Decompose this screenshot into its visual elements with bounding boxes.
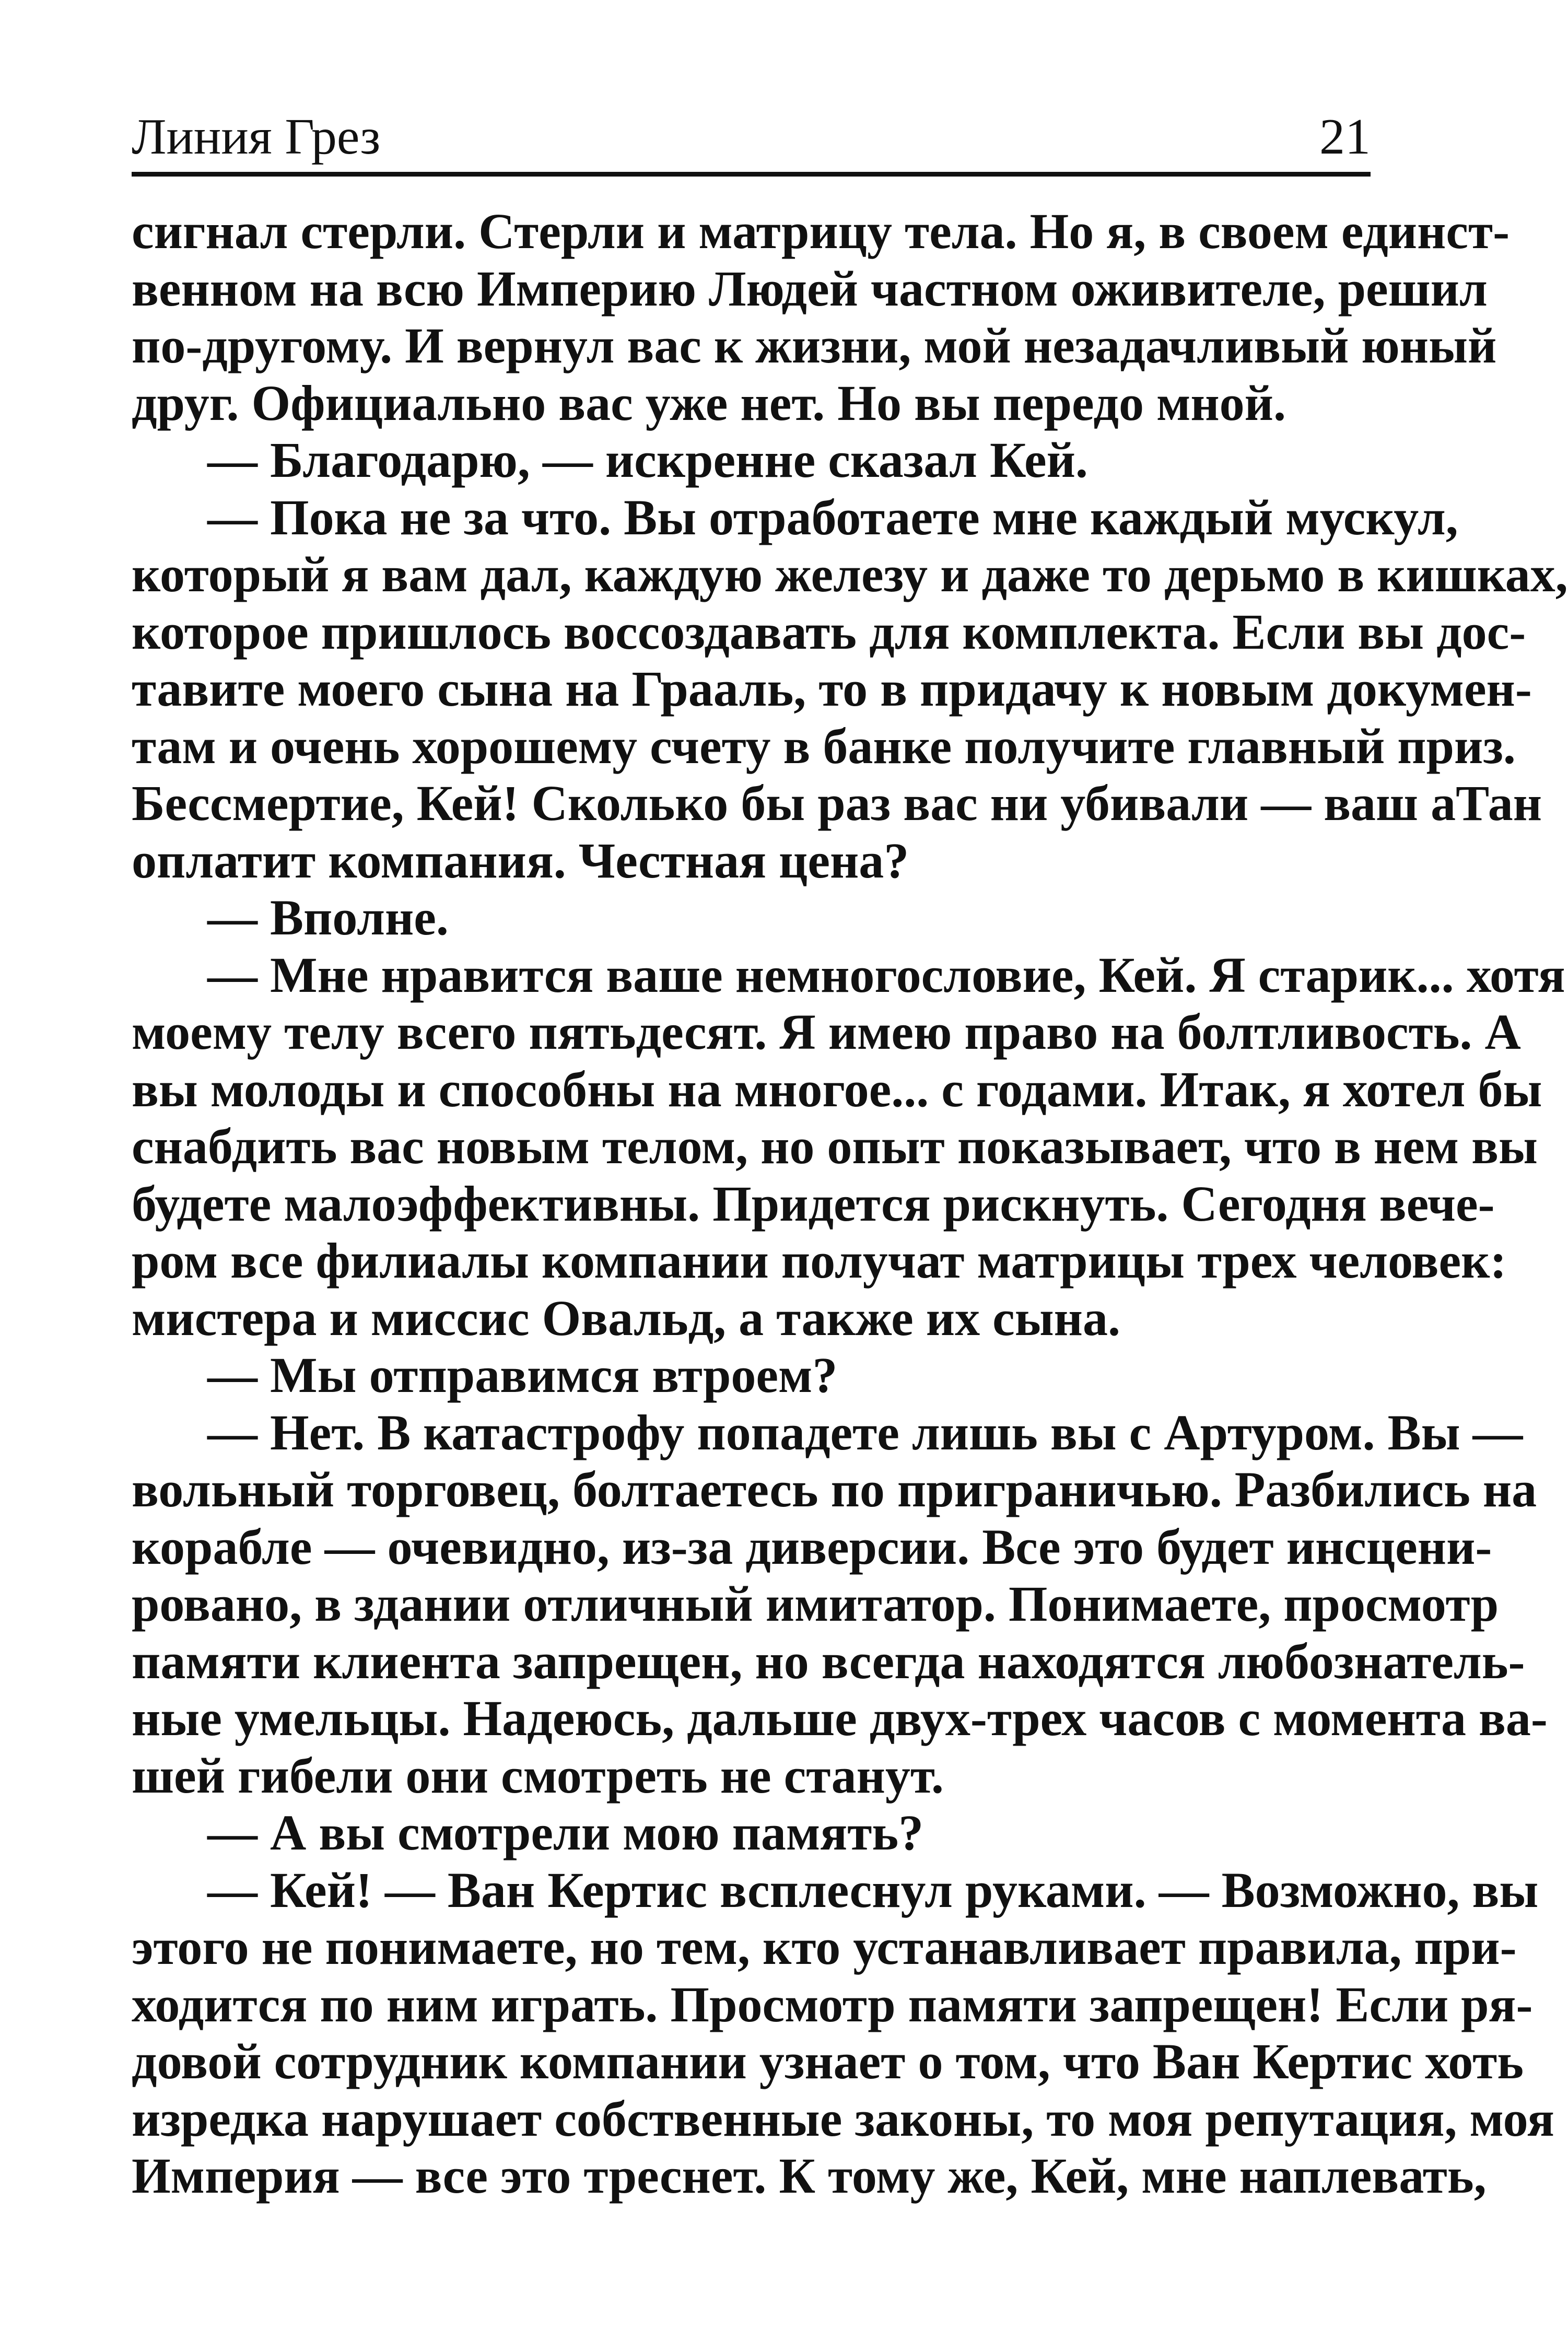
running-title: Линия Грез [132, 109, 381, 165]
text-line: по-другому. И вернул вас к жизни, мой незадачливый юный [132, 318, 1497, 373]
text-line: — Благодарю, — искренне сказал Кей. [207, 432, 1088, 488]
text-line: вы молоды и способны на многое... с годами. Итак, я хотел бы [132, 1061, 1542, 1117]
text-line: — Пока не за что. Вы отработаете мне каждый мускул, [207, 489, 1458, 545]
text-line: памяти клиента запрещен, но всегда находятся любознатель- [132, 1633, 1525, 1689]
text-line: шей гибели они смотреть не станут. [132, 1747, 944, 1804]
text-line: изредка нарушает собственные законы, то моя репутация, моя [132, 2090, 1554, 2147]
text-line: ровано, в здании отличный имитатор. Понимаете, просмотр [132, 1576, 1499, 1632]
text-line: довой сотрудник компании узнает о том, что Ван Кертис хоть [132, 2033, 1524, 2089]
text-line: которое пришлось воссоздавать для комплекта. Если вы дос- [132, 603, 1526, 660]
text-line: — Нет. В катастрофу попадете лишь вы с Артуром. Вы — [207, 1404, 1523, 1460]
text-line: тавите моего сына на Грааль, то в придачу к новым докумен- [132, 661, 1532, 717]
text-line: снабдить вас новым телом, но опыт показывает, что в нем вы [132, 1118, 1538, 1174]
text-line: вольный торговец, болтаетесь по приграничью. Разбились на [132, 1461, 1537, 1517]
text-line: Бессмертие, Кей! Сколько бы раз вас ни убивали — ваш аТан [132, 775, 1542, 831]
text-line: друг. Официально вас уже нет. Но вы передо мной. [132, 374, 1286, 431]
text-line: — А вы смотрели мою память? [207, 1805, 924, 1860]
text-line: который я вам дал, каждую железу и даже то дерьмо в кишках, [132, 546, 1568, 602]
header-rule [132, 172, 1371, 177]
text-line: моему телу всего пятьдесят. Я имею право на болтливость. А [132, 1004, 1521, 1060]
text-line: там и очень хорошему счету в банке получите главный приз. [132, 718, 1516, 774]
text-line: ные умельцы. Надеюсь, дальше двух-трех часов с момента ва- [132, 1690, 1548, 1746]
text-line: — Вполне. [207, 890, 449, 945]
text-line: — Кей! — Ван Кертис всплеснул руками. — Возможно, вы [207, 1862, 1539, 1918]
text-line: ром все филиалы компании получат матрицы трех человек: [132, 1233, 1507, 1289]
text-line: оплатит компания. Честная цена? [132, 832, 909, 888]
text-line: сигнал стерли. Стерли и матрицу тела. Но я, в своем единст- [132, 203, 1510, 259]
text-line: венном на всю Империю Людей частном оживителе, решил [132, 260, 1488, 317]
text-line: мистера и миссис Овальд, а также их сына. [132, 1290, 1120, 1346]
text-line: — Мне нравится ваше немногословие, Кей. Я старик... хотя [207, 946, 1565, 1003]
text-line: ходится по ним играть. Просмотр памяти запрещен! Если ря- [132, 1976, 1533, 2032]
running-head [132, 102, 1371, 170]
text-line: этого не понимаете, но тем, кто устанавливает правила, при- [132, 1919, 1517, 1975]
text-line: — Мы отправимся втроем? [207, 1347, 838, 1403]
text-line: корабле — очевидно, из-за диверсии. Все это будет инсцени- [132, 1518, 1492, 1575]
body-text [132, 203, 1568, 2205]
page-number: 21 [1319, 109, 1371, 165]
text-line: будете малоэффективны. Придется рискнуть. Сегодня вече- [132, 1175, 1495, 1232]
text-line: Империя — все это треснет. К тому же, Кей, мне наплевать, [132, 2148, 1487, 2204]
